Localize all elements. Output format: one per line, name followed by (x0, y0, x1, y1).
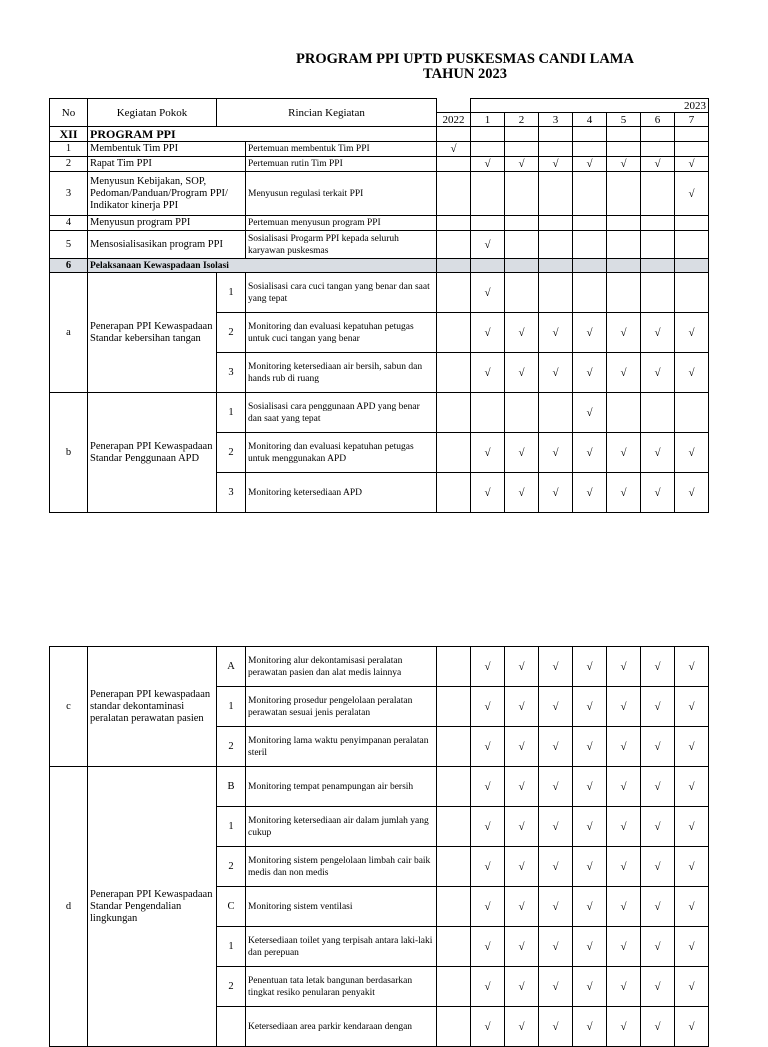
check-cell (437, 313, 471, 353)
check-cell (437, 157, 471, 172)
check-cell (641, 273, 675, 313)
item-sub-no: 3 (217, 353, 246, 393)
check-cell: √ (505, 767, 539, 807)
check-cell: √ (641, 847, 675, 887)
item-sub-no: 1 (217, 273, 246, 313)
check-cell: √ (641, 1007, 675, 1047)
check-cell: √ (607, 927, 641, 967)
group-kegiatan: Penerapan PPI Kewaspadaan Standar Pengendalian lingkungan (88, 767, 217, 1047)
check-cell: √ (471, 231, 505, 259)
check-cell: √ (675, 967, 709, 1007)
check-cell: √ (675, 687, 709, 727)
check-cell: √ (505, 647, 539, 687)
item-sub-no (217, 1007, 246, 1047)
check-cell (607, 172, 641, 216)
check-cell: √ (641, 807, 675, 847)
item-sub-no: 2 (217, 313, 246, 353)
check-cell: √ (471, 687, 505, 727)
check-cell: √ (539, 967, 573, 1007)
check-cell: √ (471, 767, 505, 807)
check-cell: √ (607, 687, 641, 727)
item-rincian: Monitoring lama waktu penyimpanan peralatan steril (246, 727, 437, 767)
check-cell: √ (675, 353, 709, 393)
check-cell: √ (607, 807, 641, 847)
check-cell: √ (573, 313, 607, 353)
check-cell (607, 142, 641, 157)
check-cell: √ (437, 142, 471, 157)
header-month: 3 (539, 113, 573, 127)
check-cell: √ (505, 967, 539, 1007)
check-cell: √ (675, 1007, 709, 1047)
check-cell (675, 273, 709, 313)
row-kegiatan: Membentuk Tim PPI (88, 142, 246, 157)
check-cell: √ (641, 967, 675, 1007)
check-cell: √ (471, 313, 505, 353)
check-cell (471, 216, 505, 231)
item-sub-no: C (217, 887, 246, 927)
check-cell (675, 216, 709, 231)
header-rincian: Rincian Kegiatan (217, 99, 437, 127)
group-no: d (50, 767, 88, 1047)
title-line-2: TAHUN 2023 (423, 66, 507, 82)
check-cell (539, 231, 573, 259)
row-no: 2 (50, 157, 88, 172)
header-month: 4 (573, 113, 607, 127)
row-kegiatan: Menyusun program PPI (88, 216, 246, 231)
item-rincian: Sosialisasi cara cuci tangan yang benar dan saat yang tepat (246, 273, 437, 313)
check-cell: √ (675, 727, 709, 767)
item-rincian: Monitoring alur dekontamisasi peralatan perawatan pasien dan alat medis lainnya (246, 647, 437, 687)
check-cell: √ (675, 473, 709, 513)
item-rincian: Monitoring ketersediaan APD (246, 473, 437, 513)
check-cell: √ (675, 887, 709, 927)
check-cell: √ (675, 847, 709, 887)
check-cell (471, 142, 505, 157)
item-rincian: Monitoring ketersediaan air bersih, sabun dan hands rub di ruang (246, 353, 437, 393)
check-cell: √ (573, 767, 607, 807)
group-no: b (50, 393, 88, 513)
check-cell: √ (607, 727, 641, 767)
check-cell (573, 216, 607, 231)
check-cell (437, 231, 471, 259)
item-sub-no: 1 (217, 807, 246, 847)
check-cell (437, 807, 471, 847)
check-cell: √ (539, 687, 573, 727)
table-row (50, 273, 709, 313)
row-rincian: Pertemuan menyusun program PPI (246, 216, 437, 231)
check-cell: √ (675, 927, 709, 967)
check-cell: √ (641, 887, 675, 927)
document-title (160, 52, 768, 82)
check-cell: √ (539, 1007, 573, 1047)
check-cell: √ (675, 807, 709, 847)
header-month: 2 (505, 113, 539, 127)
item-sub-no: A (217, 647, 246, 687)
check-cell: √ (607, 887, 641, 927)
check-cell: √ (505, 157, 539, 172)
check-cell: √ (539, 157, 573, 172)
item-sub-no: 2 (217, 847, 246, 887)
check-cell: √ (471, 1007, 505, 1047)
check-cell: √ (607, 1007, 641, 1047)
check-cell: √ (505, 927, 539, 967)
check-cell: √ (675, 172, 709, 216)
item-rincian: Penentuan tata letak bangunan berdasarkan tingkat resiko penularan penyakit (246, 967, 437, 1007)
check-cell: √ (641, 927, 675, 967)
check-cell: √ (607, 433, 641, 473)
item-sub-no: 2 (217, 967, 246, 1007)
header-kegiatan: Kegiatan Pokok (88, 99, 217, 127)
check-cell (607, 393, 641, 433)
check-cell: √ (505, 887, 539, 927)
row-rincian: Sosialisasi Progarm PPI kepada seluruh karyawan puskesmas (246, 231, 437, 259)
check-cell: √ (607, 313, 641, 353)
check-cell: √ (607, 353, 641, 393)
check-cell: √ (641, 767, 675, 807)
table-row (50, 231, 709, 259)
check-cell: √ (607, 967, 641, 1007)
check-cell: √ (505, 473, 539, 513)
check-cell (437, 767, 471, 807)
item-rincian: Monitoring dan evaluasi kepatuhan petugas untuk menggunakan APD (246, 433, 437, 473)
check-cell (675, 393, 709, 433)
check-cell: √ (505, 353, 539, 393)
row-kegiatan: Mensosialisasikan program PPI (88, 231, 246, 259)
row-label: Pelaksanaan Kewaspadaan Isolasi (88, 259, 437, 273)
check-cell (573, 273, 607, 313)
check-cell: √ (505, 807, 539, 847)
check-cell: √ (471, 433, 505, 473)
check-cell: √ (573, 1007, 607, 1047)
check-cell (607, 273, 641, 313)
group-kegiatan: Penerapan PPI Kewaspadaan Standar kebersihan tangan (88, 273, 217, 393)
check-cell (505, 216, 539, 231)
table-row (50, 172, 709, 216)
header-month: 7 (675, 113, 709, 127)
check-cell: √ (471, 887, 505, 927)
check-cell: √ (607, 157, 641, 172)
check-cell: √ (641, 157, 675, 172)
item-sub-no: 2 (217, 433, 246, 473)
check-cell: √ (573, 393, 607, 433)
header-month: 5 (607, 113, 641, 127)
check-cell (573, 142, 607, 157)
group-no: a (50, 273, 88, 393)
check-cell: √ (539, 767, 573, 807)
check-cell: √ (573, 927, 607, 967)
section-label: PROGRAM PPI (88, 127, 437, 142)
check-cell: √ (539, 433, 573, 473)
check-cell (573, 172, 607, 216)
check-cell (437, 847, 471, 887)
check-cell (641, 172, 675, 216)
check-cell: √ (641, 473, 675, 513)
title-line-1: PROGRAM PPI UPTD PUSKESMAS CANDI LAMA (296, 51, 634, 67)
check-cell: √ (641, 727, 675, 767)
check-cell: √ (607, 847, 641, 887)
check-cell (437, 273, 471, 313)
check-cell: √ (471, 273, 505, 313)
check-cell: √ (539, 647, 573, 687)
table-row (50, 393, 709, 433)
check-cell: √ (675, 767, 709, 807)
check-cell: √ (607, 767, 641, 807)
check-cell (437, 687, 471, 727)
check-cell: √ (675, 157, 709, 172)
check-cell (437, 647, 471, 687)
check-cell: √ (539, 473, 573, 513)
check-cell: √ (505, 313, 539, 353)
check-cell: √ (539, 807, 573, 847)
check-cell: √ (573, 847, 607, 887)
header-month: 1 (471, 113, 505, 127)
program-table-page-2 (49, 646, 709, 1047)
check-cell: √ (573, 887, 607, 927)
check-cell (641, 231, 675, 259)
check-cell: √ (641, 313, 675, 353)
row-rincian: Menyusun regulasi terkait PPI (246, 172, 437, 216)
group-kegiatan: Penerapan PPI Kewaspadaan Standar Penggunaan APD (88, 393, 217, 513)
check-cell (539, 393, 573, 433)
item-sub-no: 1 (217, 393, 246, 433)
item-rincian: Monitoring tempat penampungan air bersih (246, 767, 437, 807)
check-cell: √ (471, 807, 505, 847)
check-cell (437, 216, 471, 231)
check-cell (437, 433, 471, 473)
check-cell (437, 473, 471, 513)
check-cell (437, 887, 471, 927)
check-cell: √ (471, 473, 505, 513)
check-cell: √ (539, 727, 573, 767)
check-cell: √ (505, 433, 539, 473)
section-no: XII (50, 127, 88, 142)
check-cell (437, 927, 471, 967)
check-cell: √ (539, 313, 573, 353)
check-cell: √ (573, 157, 607, 172)
check-cell (641, 142, 675, 157)
check-cell: √ (573, 807, 607, 847)
check-cell: √ (505, 847, 539, 887)
item-rincian: Ketersediaan toilet yang terpisah antara laki-laki dan perepuan (246, 927, 437, 967)
check-cell: √ (573, 687, 607, 727)
check-cell (505, 172, 539, 216)
check-cell (437, 967, 471, 1007)
check-cell: √ (505, 687, 539, 727)
check-cell (437, 393, 471, 433)
row-no: 5 (50, 231, 88, 259)
check-cell (437, 727, 471, 767)
check-cell: √ (675, 433, 709, 473)
check-cell (471, 393, 505, 433)
item-rincian: Monitoring ketersediaan air dalam jumlah yang cukup (246, 807, 437, 847)
item-rincian: Monitoring sistem ventilasi (246, 887, 437, 927)
table-row (50, 767, 709, 807)
row-rincian: Pertemuan membentuk Tim PPI (246, 142, 437, 157)
table-row (50, 647, 709, 687)
check-cell: √ (471, 967, 505, 1007)
item-sub-no: 3 (217, 473, 246, 513)
check-cell (641, 393, 675, 433)
check-cell: √ (607, 647, 641, 687)
check-cell: √ (641, 647, 675, 687)
check-cell: √ (471, 647, 505, 687)
row-no: 6 (50, 259, 88, 273)
check-cell (471, 172, 505, 216)
table-row (50, 157, 709, 172)
check-cell (437, 172, 471, 216)
item-rincian: Monitoring prosedur pengelolaan peralatan perawatan sesuai jenis peralatan (246, 687, 437, 727)
item-sub-no: 1 (217, 927, 246, 967)
check-cell: √ (505, 1007, 539, 1047)
check-cell (675, 231, 709, 259)
table-row (50, 142, 709, 157)
check-cell (573, 231, 607, 259)
row-no: 1 (50, 142, 88, 157)
check-cell: √ (573, 433, 607, 473)
program-table-page-1 (49, 98, 709, 513)
check-cell: √ (539, 927, 573, 967)
item-sub-no: B (217, 767, 246, 807)
header-year-2023: 2023 (471, 99, 709, 113)
check-cell: √ (573, 647, 607, 687)
check-cell: √ (471, 157, 505, 172)
check-cell: √ (505, 727, 539, 767)
check-cell: √ (675, 647, 709, 687)
item-sub-no: 1 (217, 687, 246, 727)
header-year-2022: 2022 (437, 113, 471, 127)
check-cell: √ (641, 433, 675, 473)
check-cell (539, 216, 573, 231)
check-cell (505, 393, 539, 433)
item-rincian: Monitoring sistem pengelolaan limbah cair baik medis dan non medis (246, 847, 437, 887)
check-cell: √ (573, 353, 607, 393)
check-cell: √ (471, 353, 505, 393)
table-row (50, 216, 709, 231)
check-cell: √ (641, 353, 675, 393)
item-sub-no: 2 (217, 727, 246, 767)
check-cell: √ (573, 727, 607, 767)
group-kegiatan: Penerapan PPI kewaspadaan standar dekontaminasi peralatan perawatan pasien (88, 647, 217, 767)
group-no: c (50, 647, 88, 767)
check-cell: √ (539, 353, 573, 393)
row-no: 3 (50, 172, 88, 216)
check-cell: √ (573, 473, 607, 513)
check-cell: √ (539, 887, 573, 927)
check-cell: √ (573, 967, 607, 1007)
item-rincian: Ketersediaan area parkir kendaraan dengan (246, 1007, 437, 1047)
item-rincian: Monitoring dan evaluasi kepatuhan petugas untuk cuci tangan yang benar (246, 313, 437, 353)
check-cell: √ (471, 847, 505, 887)
check-cell (607, 231, 641, 259)
check-cell (505, 142, 539, 157)
check-cell (437, 1007, 471, 1047)
check-cell (437, 353, 471, 393)
check-cell: √ (675, 313, 709, 353)
check-cell: √ (471, 927, 505, 967)
check-cell: √ (607, 473, 641, 513)
check-cell (505, 273, 539, 313)
check-cell (607, 216, 641, 231)
check-cell (675, 142, 709, 157)
row-rincian: Pertemuan rutin Tim PPI (246, 157, 437, 172)
header-month: 6 (641, 113, 675, 127)
check-cell (641, 216, 675, 231)
check-cell: √ (471, 727, 505, 767)
table-row (50, 259, 709, 273)
check-cell (539, 142, 573, 157)
check-cell (539, 172, 573, 216)
check-cell: √ (539, 847, 573, 887)
row-no: 4 (50, 216, 88, 231)
row-kegiatan: Rapat Tim PPI (88, 157, 246, 172)
check-cell (505, 231, 539, 259)
check-cell (539, 273, 573, 313)
header-no: No (50, 99, 88, 127)
check-cell: √ (641, 687, 675, 727)
item-rincian: Sosialisasi cara penggunaan APD yang benar dan saat yang tepat (246, 393, 437, 433)
row-kegiatan: Menyusun Kebijakan, SOP, Pedoman/Panduan/Program PPI/ Indikator kinerja PPI (88, 172, 246, 216)
